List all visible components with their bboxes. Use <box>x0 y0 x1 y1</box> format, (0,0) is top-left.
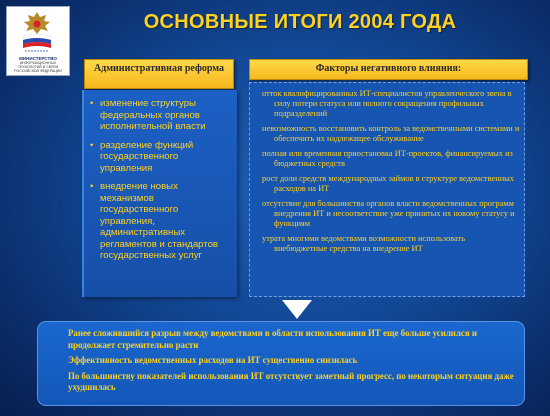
list-item <box>262 149 520 169</box>
list-item <box>262 174 520 194</box>
list-item <box>262 89 520 119</box>
list-item-text: отток квалифицированных ИТ-специалистов управленческого звена в силу потери статуса или полного сокращения профильных подразделений <box>262 89 512 118</box>
list-item-text: разделение функций государственного управления <box>100 139 194 174</box>
bullet-icon: • <box>90 139 94 151</box>
conclusions-list <box>68 328 514 394</box>
list-item-text: Ранее сложившийся разрыв между ведомствами в области использования ИТ еще больше усилился и продолжает стремительно расти <box>68 328 477 350</box>
list-item <box>262 124 520 144</box>
left-list <box>84 90 237 262</box>
list-item <box>262 234 520 254</box>
conclusions-box <box>37 321 525 406</box>
logo-subtitle: ИНФОРМАЦИОННЫХ ТЕХНОЛОГИЙ И СВЯЗИ РОССИЙСКОЙ ФЕДЕРАЦИИ <box>14 61 62 73</box>
coat-of-arms-icon <box>21 10 53 54</box>
list-item-text: рост доли средств международных займов в структуре ведомственных расходов на ИТ <box>262 174 514 193</box>
list-item <box>90 140 233 175</box>
bullet-icon: • <box>90 181 94 192</box>
right-header: Факторы негативного влияния: <box>249 59 528 80</box>
list-item <box>68 371 514 394</box>
list-item-text: отсутствие для большинства органов власти ведомственных программ внедрения ИТ и несоответствие уже принятых их новому статусу и функциям <box>262 199 515 228</box>
list-item-text: По большинству показателей использования ИТ отсутствует заметный прогресс, по некоторым ситуация даже ухудшилась <box>68 370 514 392</box>
list-item-text: невозможность восстановить контроль за ведомственными системами и обеспечить их надлежащее обслуживание <box>262 124 520 143</box>
logo-caption <box>9 56 67 73</box>
list-item <box>90 98 233 133</box>
logo-name: МИНИСТЕРСТВО <box>19 56 57 61</box>
list-item <box>90 181 233 262</box>
ministry-logo <box>6 6 70 76</box>
left-header: Административная реформа <box>84 59 234 89</box>
list-item-text: внедрение новых механизмов государственного управления, административных регламентов и стандартов государственных услуг <box>100 181 219 261</box>
bullet-icon: • <box>90 98 94 109</box>
slide-title: ОСНОВНЫЕ ИТОГИ 2004 ГОДА <box>143 11 457 33</box>
list-item-text: изменение структуры федеральных органов исполнительной власти <box>100 98 206 132</box>
list-item-text: Эффективность ведомственных расходов на ИТ существенно снизилась <box>68 355 358 365</box>
left-panel <box>82 90 237 297</box>
list-item <box>68 328 514 351</box>
down-arrow-icon <box>282 300 312 320</box>
list-item <box>262 199 520 229</box>
list-item-text: утрата многими ведомствами возможности использовать внебюджетные средства на внедрение ИТ <box>262 234 466 253</box>
right-panel <box>249 82 525 297</box>
list-item <box>68 355 514 367</box>
list-item-text: полная или временная приостановка ИТ-проектов, финансируемых из бюджетных средств <box>262 149 513 168</box>
right-list <box>250 83 524 254</box>
